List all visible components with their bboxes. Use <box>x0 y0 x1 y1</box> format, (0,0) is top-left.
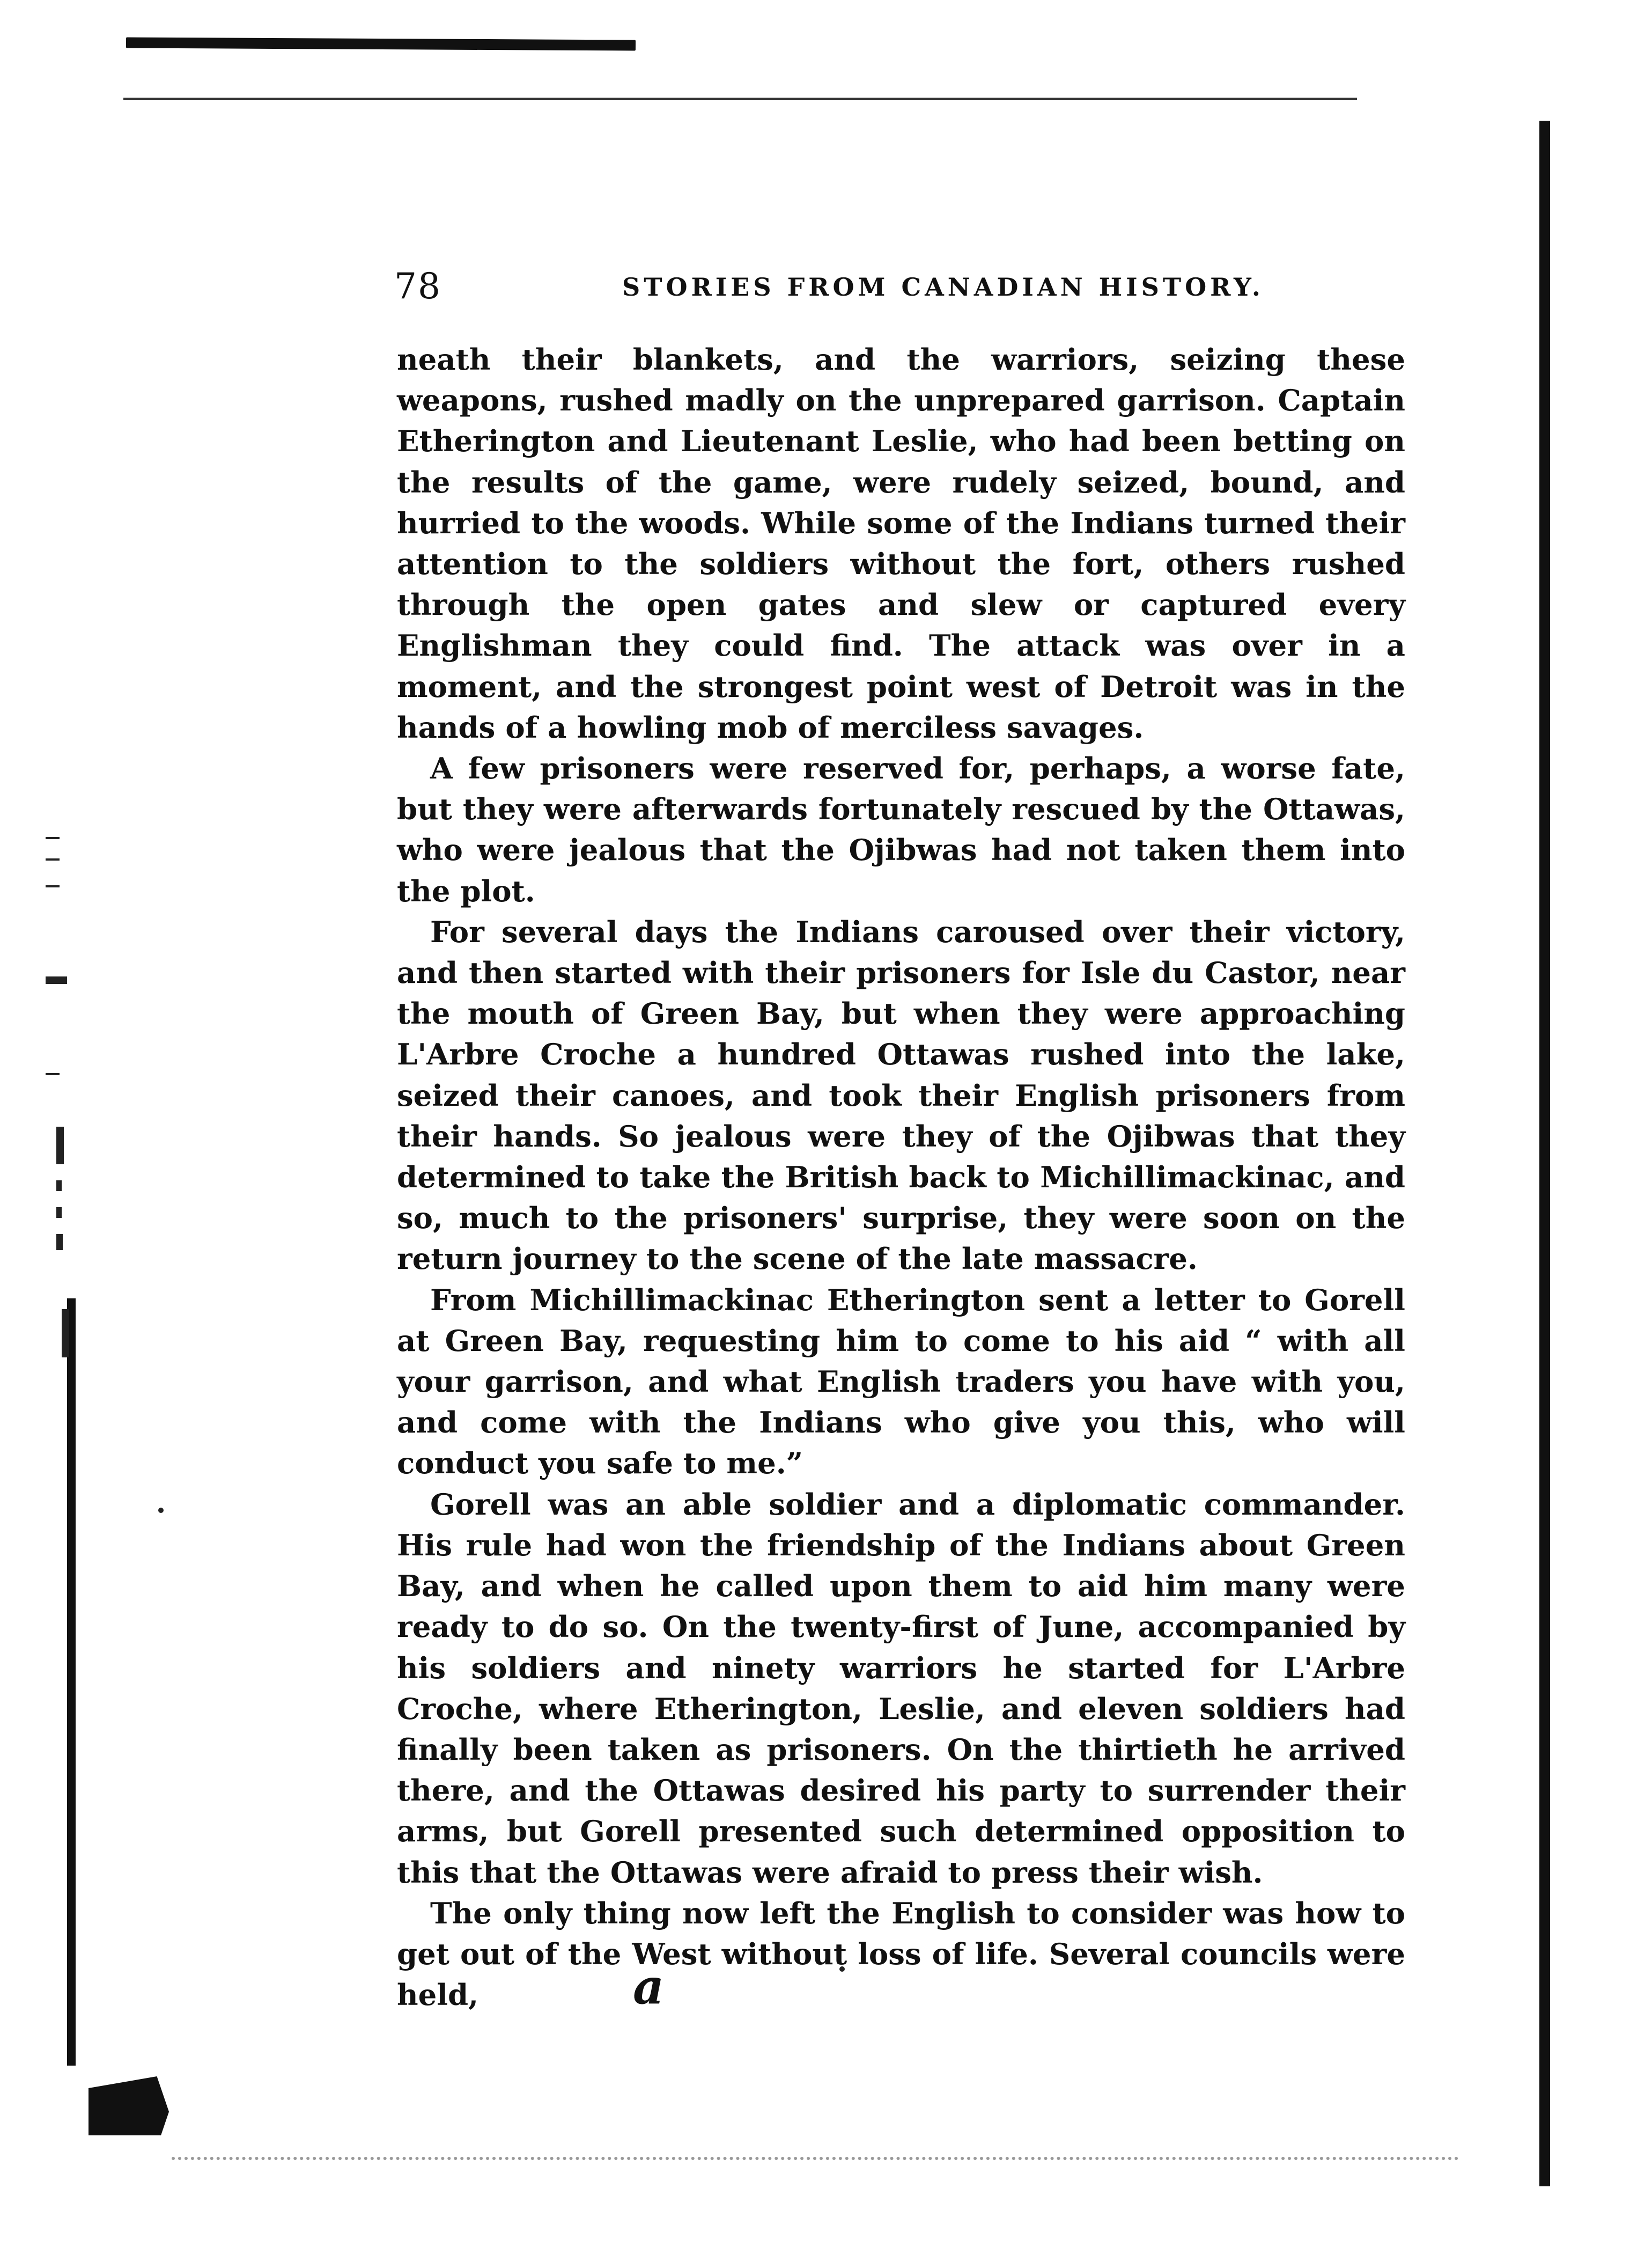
paragraph: The only thing now left the English to consider was how to get out of the West without loss of life. Several councils were held, <box>397 1896 1405 2012</box>
scan-bottom-dots <box>172 2157 1459 2163</box>
scan-rule-thick <box>126 38 636 51</box>
paragraph: Gorell was an able soldier and a diplomatic commander. His rule had won the friendship of the Indians about Green Bay, and when he called upon them to aid him many were ready to do so. On the twenty-first of June, accompanied by his soldiers and ninety warriors he started for L'Arbre Croche, where Etherington, Leslie, and eleven soldiers had finally been taken as prisoners. On the thirtieth he arrived there, and the Ottawas desired his party to surrender their arms, but Gorell presented such determined opposition to this that the Ottawas were afraid to press their wish. <box>397 1487 1405 1890</box>
scan-left-edge <box>67 1298 76 2066</box>
body-text <box>397 339 1405 2015</box>
page-number: 78 <box>394 266 441 307</box>
scan-rule-thin <box>123 98 1357 100</box>
paragraph: For several days the Indians caroused over their victory, and then started with their prisoners for Isle du Castor, near the mouth of Green Bay, but when they were approaching L'Arbre Croche a hundred Ottawas rushed into the lake, seized their canoes, and took their English prisoners from their hands. So jealous were they of the Ojibwas that they determined to take the British back to Michillimackinac, and so, much to the prisoners' surprise, they were soon on the return journey to the scene of the late massacre. <box>397 914 1405 1276</box>
scan-right-edge <box>1539 121 1550 2186</box>
paragraph: A few prisoners were reserved for, perhaps, a worse fate, but they were afterwards fortunately rescued by the Ottawas, who were jealous that the Ojibwas had not taken them into the plot. <box>397 751 1405 908</box>
paragraph: From Michillimackinac Etherington sent a letter to Gorell at Green Bay, requesting him to come to his aid “ with all your garrison, and what English traders you have with you, and come with the Indians who give you this, who will conduct you safe to me.” <box>397 1282 1405 1481</box>
scan-left-marks <box>46 837 83 1298</box>
running-head: STORIES FROM CANADIAN HISTORY. <box>622 273 1264 302</box>
scan-stray-mark <box>158 1508 164 1513</box>
signature-mark: a <box>633 1958 665 2015</box>
paragraph: neath their blankets, and the warriors, seizing these weapons, rushed madly on the unprepared garrison. Captain Etherington and Lieutenant Leslie, who had been betting on the results of the game, were rudely seized, bound, and hurried to the woods. While some of the Indians turned their attention to the soldiers without the fort, others rushed through the open gates and slew or captured every Englishman they could find. The attack was over in a moment, and the strongest point west of Detroit was in the hands of a howling mob of merciless savages. <box>397 342 1405 745</box>
scan-corner-blob <box>88 2076 169 2135</box>
